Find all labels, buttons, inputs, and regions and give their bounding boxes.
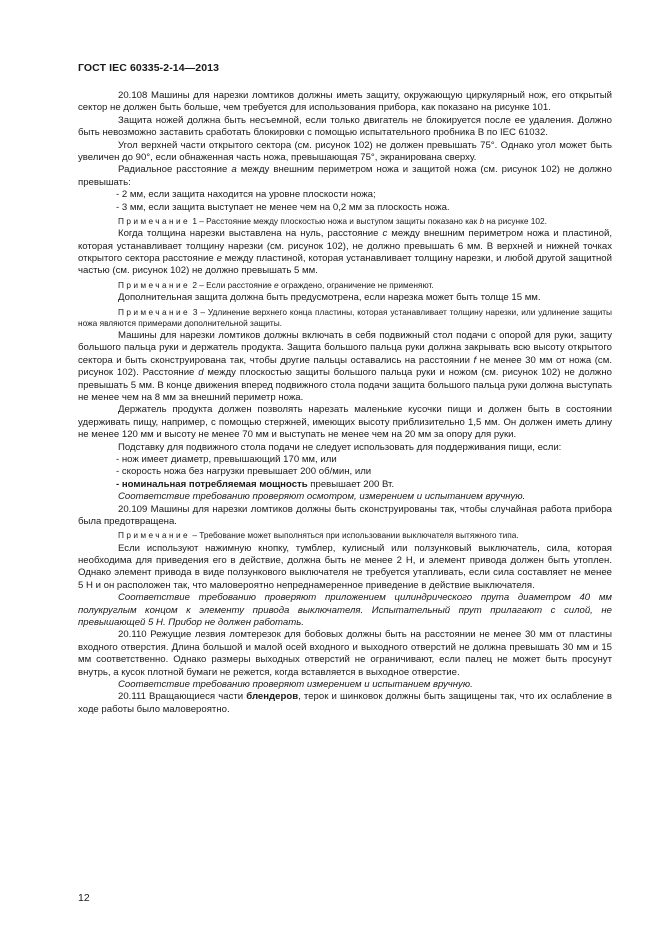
compliance-check: Соответствие требованию проверяют измерением и испытанием вручную. [118, 679, 473, 691]
list-item: - 2 мм, если защита находится на уровне плоскости ножа; [116, 189, 376, 201]
paragraph-guard: Защита ножей должна быть несъемной, если только двигатель не блокируется после ее удаления. Должно быть невозможно заставить сработать блокировки с помощью испытательного пробника В по IEC 61032. [78, 114, 612, 139]
paragraph-switch-force: Если используют нажимную кнопку, тумблер, кулисный или ползунковый выключатель, сила, которая необходима для приведения его в действие, должна быть не менее 2 Н, и элемент привода должен быть утоплен. Однако элемент привода в виде ползункового выключателя не требуется утапливать, если сила составляет не менее 5 Н и он расположен так, что маловероятно непреднамеренное приведение в действие выключателя. [78, 542, 612, 591]
paragraph-20-109: 20.109 Машины для нарезки ломтиков должны быть сконструированы так, чтобы случайная работа прибора была предотвращена. [78, 503, 612, 527]
paragraph-feed-support: Подставку для подвижного стола подачи не следует использовать для поддерживания пищи, если: [118, 441, 562, 453]
document-header: ГОСТ IEC 60335-2-14—2013 [78, 62, 220, 74]
page-number: 12 [78, 892, 90, 904]
compliance-check: Соответствие требованию проверяют осмотром, измерением и испытанием вручную. [118, 491, 526, 503]
document-body [78, 90, 612, 716]
paragraph-slice-thickness: Когда толщина нарезки выставлена на нуль, расстояние с между внешним периметром ножа и пластиной, которая устанавливает толщину нарезки (см. рисунок 102), не должно превышать 6 мм. В верхней и нижней точках открытого сектора расстояние е между пластиной, которая устанавливает толщину нарезки, и любой другой защитной частью (см. рисунок 102) не должно превышать 5 мм. [78, 228, 613, 277]
list-item: - номинальная потребляемая мощность превышает 200 Вт. [116, 478, 395, 490]
list-item: - нож имеет диаметр, превышающий 170 мм, или [116, 453, 337, 465]
paragraph-product-holder: Держатель продукта должен позволять нарезать маленькие кусочки пищи и должен быть в состоянии удерживать пищу, например, с помощью стержней, имеющих высоту приблизительно 1,5 мм. Он должен иметь длину не менее 120 мм и высоту не менее 70 мм и выступать не менее чем на 20 мм за опору для руки. [78, 404, 612, 441]
note-switch: Примечание – Требование может выполняться при использовании выключателя вытяжного типа. [118, 530, 519, 541]
list-item: - 3 мм, если защита выступает не менее чем на 0,2 мм за плоскость ножа. [116, 201, 450, 213]
paragraph-angle: Угол верхней части открытого сектора (см. рисунок 102) не должен превышать 75°. Однако угол может быть увеличен до 90°, если обнаженная часть ножа, превышающая 75°, экранирована сверху. [78, 139, 612, 164]
paragraph-radial-distance: Радиальное расстояние а между внешним периметром ножа и защитой ножа (см. рисунок 102) не должно превышать: [78, 164, 612, 188]
list-item: - скорость ножа без нагрузки превышает 200 об/мин, или [116, 466, 372, 478]
paragraph-20-110: 20.110 Режущие лезвия ломтерезок для бобовых должны быть на расстоянии не менее 30 мм от пластины входного отверстия. Длина большой и малой осей входного и выходного отверстий не должна превышать 30 мм и 15 мм соответственно. Однако размеры выходных отверстий не ограничивают, если палец не может быть просунут внутрь, а кусок плотной бумаги не режется, когда вставляется в выходное отверстие. [78, 629, 612, 678]
paragraph-feed-table: Машины для нарезки ломтиков должны включать в себя подвижный стол подачи с опорой для руки, защиту большого пальца руки и держатель продукта. Защита большого пальца руки должна закрывать всю высоту открытого сектора и быть сконструирована так, чтобы другие пальцы оставались на расстоянии f не менее 30 мм от ножа (см. рисунок 102). Расстояние d между плоскостью защиты большого пальца руки и ножом (см. рисунок 102) не должно превышать 5 мм. В конце движения вперед подвижного стола подачи защита большого пальца руки должна выступать не менее чем на 8 мм за внешний периметр ножа. [78, 329, 612, 403]
note-1: Примечание 1 – Расстояние между плоскостью ножа и выступом защиты показано как b на рисунке 102. [118, 216, 547, 227]
note-2: Примечание 2 – Если расстояние е ограждено, ограничение не применяют. [118, 279, 434, 290]
note-3: Примечание 3 – Удлинение верхнего конца пластины, которая устанавливает толщину нарезки, или удлинение защиты ножа являются примерами дополнительной защиты. [78, 306, 612, 328]
paragraph-20-111: 20.111 Вращающиеся части блендеров, терок и шинковок должны быть защищены так, что их ослабление в ходе работы было маловероятно. [78, 691, 612, 715]
paragraph-additional-guard: Дополнительная защита должна быть предусмотрена, если нарезка может быть толще 15 мм. [118, 292, 541, 304]
compliance-check: Соответствие требованию проверяют приложением цилиндрического прута диаметром 40 мм полукруглым концом к элементу привода выключателя. Испытательный прут прилагают с силой, не превышающей 5 Н. Прибор не должен работать. [78, 592, 612, 629]
paragraph-20-108: 20.108 Машины для нарезки ломтиков должны иметь защиту, окружающую циркулярный нож, его открытый сектор не должен быть больше, чем требуется для использования прибора, как показано на рисунке 101. [78, 90, 612, 114]
